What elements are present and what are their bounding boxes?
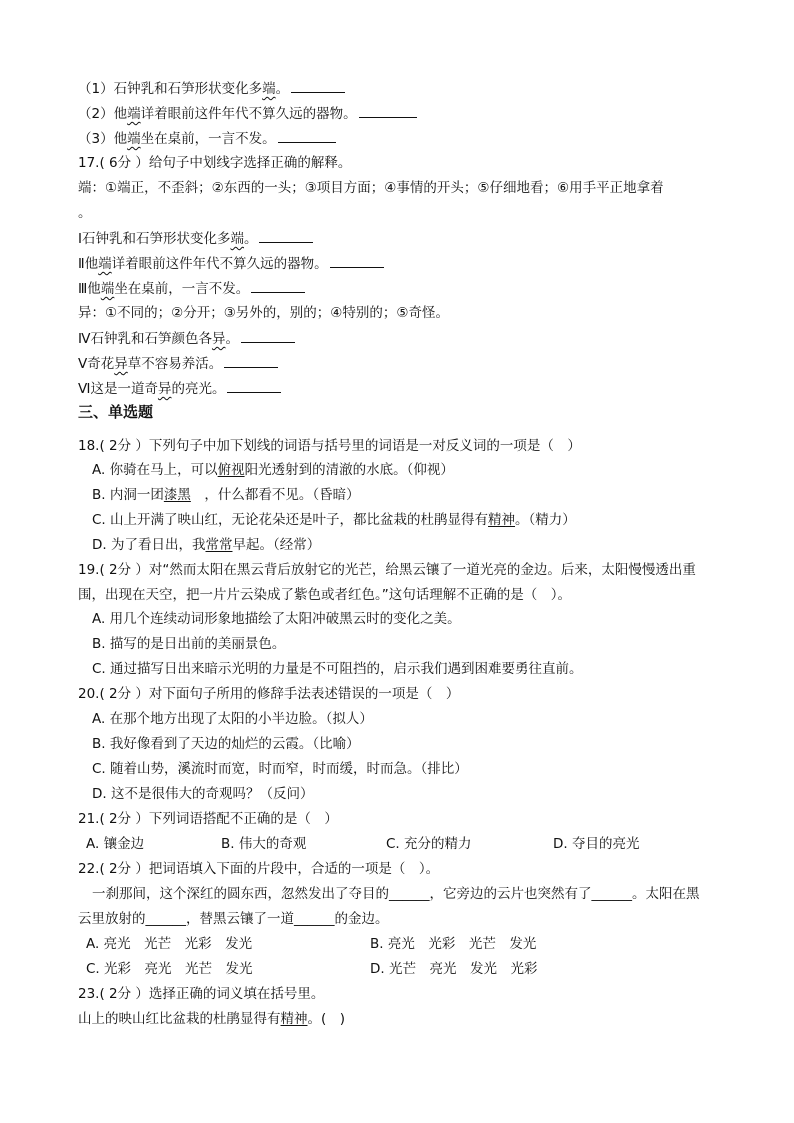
q22-passage-line2: 云里放射的______，替黑云镶了一道______的金边。: [78, 911, 389, 927]
answer-blank[interactable]: [278, 129, 336, 143]
q17-yi-definitions: 异：①不同的；②分开；③另外的，别的；④特别的；⑤奇怪。: [78, 305, 450, 321]
answer-blank[interactable]: [359, 104, 417, 118]
q19-option-b[interactable]: B. 描写的是日出前的美丽景色。: [92, 636, 286, 652]
q17-item-3: Ⅲ他端坐在桌前，一言不发。: [78, 279, 305, 298]
q18-option-c[interactable]: C. 山上开满了映山红，无论花朵还是叶子，都比盆栽的杜鹃显得有精神。（精力）: [92, 512, 576, 528]
answer-blank[interactable]: [259, 229, 313, 243]
q22-passage-line1: 一刹那间，这个深红的圆东西，忽然发出了夺目的______，它旁边的云片也突然有了______。太阳在黑: [92, 886, 700, 902]
q22-option-d[interactable]: D. 光芒 亮光 发光 光彩: [370, 961, 538, 977]
q22-heading: 22.( 2分 ）把词语填入下面的片段中，合适的一项是（ ）。: [78, 861, 440, 877]
q16-sentence-1: （1）石钟乳和石笋形状变化多端。: [78, 79, 345, 98]
q21-option-c[interactable]: C. 充分的精力: [386, 836, 472, 852]
answer-blank[interactable]: [330, 254, 384, 268]
q21-heading: 21.( 2分 ）下列词语搭配不正确的是（ ）: [78, 811, 338, 827]
answer-blank[interactable]: [291, 79, 345, 93]
q16-sentence-3: （3）他端坐在桌前，一言不发。: [78, 129, 336, 148]
q18-heading: 18.( 2分 ）下列句子中加下划线的词语与括号里的词语是一对反义词的一项是（ ）: [78, 438, 581, 454]
q20-option-c[interactable]: C. 随着山势，溪流时而宽，时而窄，时而缓，时而急。（排比）: [92, 761, 468, 777]
section-title: 三、单选题: [78, 403, 154, 421]
q18-option-b[interactable]: B. 内洞一团漆黑 ，什么都看不见。（昏暗）: [92, 487, 360, 503]
q20-heading: 20.( 2分 ）对下面句子所用的修辞手法表述错误的一项是（ ）: [78, 686, 460, 702]
q20-option-b[interactable]: B. 我好像看到了天边的灿烂的云霞。（比喻）: [92, 736, 360, 752]
answer-blank[interactable]: [224, 354, 278, 368]
q19-heading-line1: 19.( 2分 ）对“然而太阳在黑云背后放射它的光芒，给黑云镶了一道光亮的金边。后来，太阳慢慢透出重: [78, 562, 696, 578]
q18-option-d[interactable]: D. 为了看日出，我常常早起。（经常）: [92, 537, 321, 553]
q22-option-a[interactable]: A. 亮光 光芒 光彩 发光: [86, 936, 253, 952]
answer-blank[interactable]: [227, 379, 281, 393]
q21-option-a[interactable]: A. 镶金边: [86, 836, 145, 852]
q17-item-6: Ⅵ这是一道奇异的亮光。: [78, 379, 281, 398]
q19-heading-line2: 围，出现在天空，把一片片云染成了紫色或者红色。”这句话理解不正确的是（ ）。: [78, 587, 571, 603]
q23-sentence: 山上的映山红比盆栽的杜鹃显得有精神。( ): [78, 1011, 346, 1027]
answer-blank[interactable]: [251, 279, 305, 293]
q17-heading: 17.( 6分 ）给句子中划线字选择正确的解释。: [78, 155, 352, 171]
q17-duan-definitions: 端：①端正，不歪斜；②东西的一头；③项目方面；④事情的开头；⑤仔细地看；⑥用手平正地拿着: [78, 180, 664, 196]
q17-item-5: Ⅴ奇花异草不容易养活。: [78, 354, 278, 373]
q17-item-2: Ⅱ他端详着眼前这件年代不算久远的器物。: [78, 254, 384, 273]
q20-option-a[interactable]: A. 在那个地方出现了太阳的小半边脸。（拟人）: [92, 711, 373, 727]
q17-item-1: Ⅰ石钟乳和石笋形状变化多端。: [78, 229, 313, 248]
q22-option-b[interactable]: B. 亮光 光彩 光芒 发光: [370, 936, 537, 952]
q16-sentence-2: （2）他端详着眼前这件年代不算久远的器物。: [78, 104, 417, 123]
answer-blank[interactable]: [241, 329, 295, 343]
q23-heading: 23.( 2分 ）选择正确的词义填在括号里。: [78, 986, 325, 1002]
q19-option-a[interactable]: A. 用几个连续动词形象地描绘了太阳冲破黑云时的变化之美。: [92, 611, 461, 627]
q19-option-c[interactable]: C. 通过描写日出来暗示光明的力量是不可阻挡的，启示我们遇到困难要勇往直前。: [92, 661, 583, 677]
q20-option-d[interactable]: D. 这不是很伟大的奇观吗？（反问）: [92, 786, 314, 802]
q21-option-b[interactable]: B. 伟大的奇观: [221, 836, 307, 852]
q21-option-d[interactable]: D. 夺目的亮光: [553, 836, 640, 852]
q17-item-4: Ⅳ石钟乳和石笋颜色各异。: [78, 329, 295, 348]
q17-duan-definitions-cont: 。: [78, 205, 92, 221]
q22-option-c[interactable]: C. 光彩 亮光 光芒 发光: [86, 961, 253, 977]
q18-option-a[interactable]: A. 你骑在马上，可以俯视阳光透射到的清澈的水底。（仰视）: [92, 462, 454, 478]
